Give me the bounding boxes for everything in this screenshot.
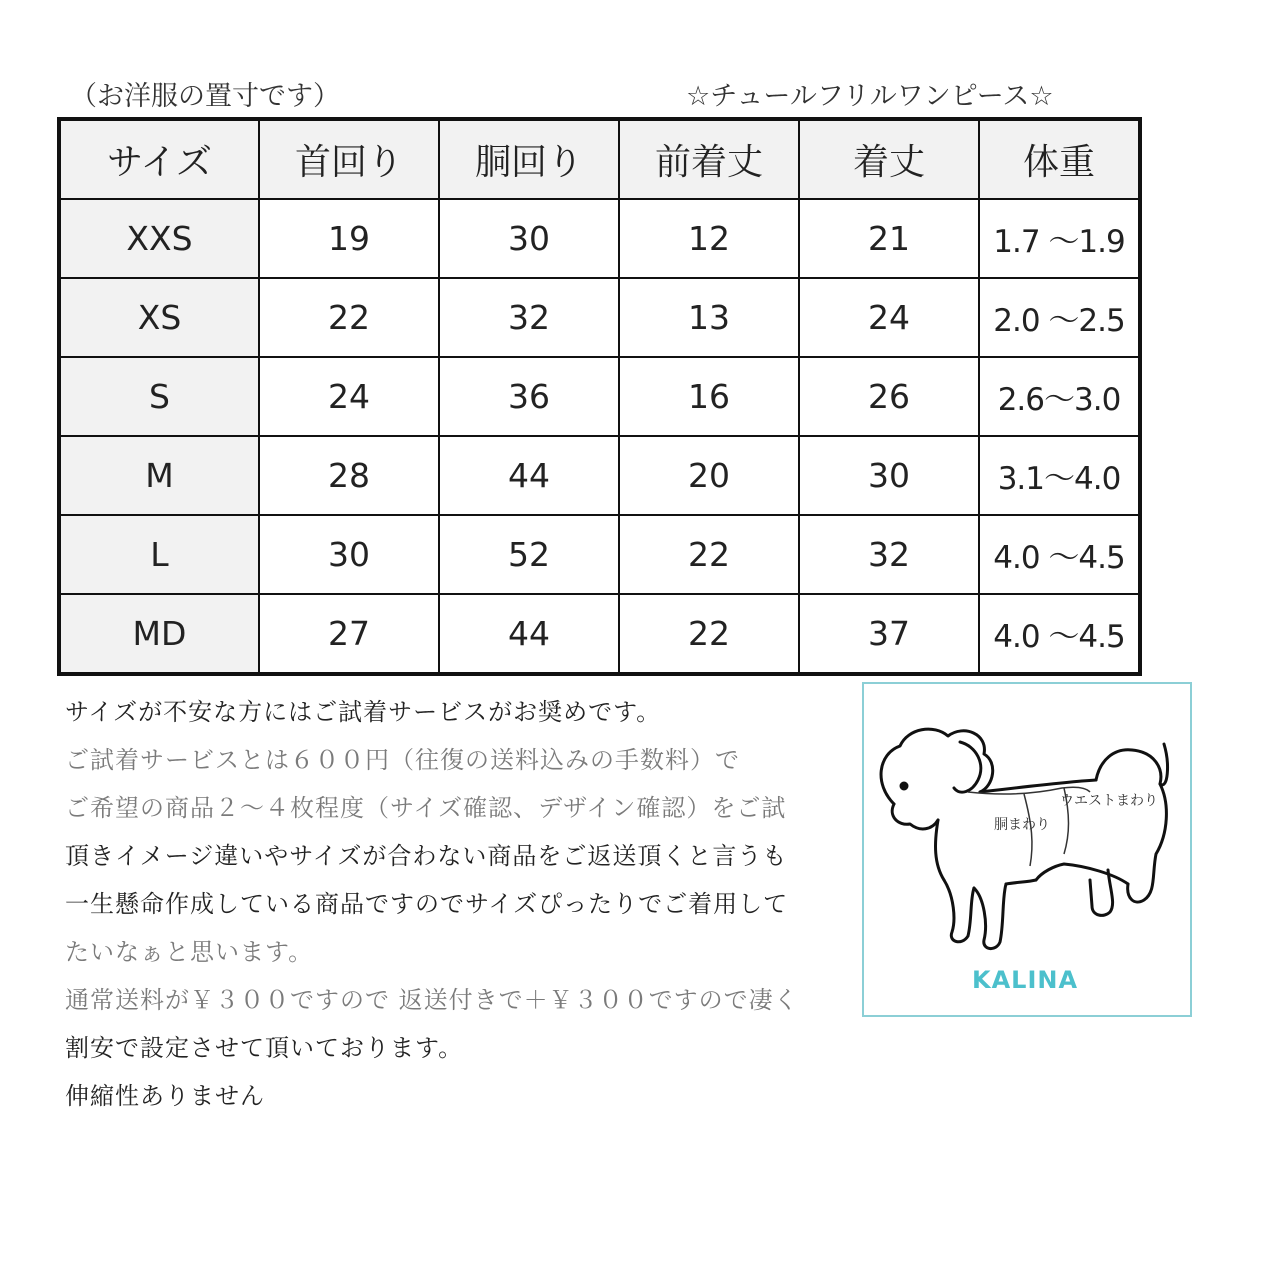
cell-front-length: 20 (619, 436, 799, 515)
table-row (59, 199, 1140, 278)
table-row (59, 357, 1140, 436)
table-header-row (59, 119, 1140, 199)
cell-front-length: 22 (619, 594, 799, 674)
notes-block (65, 688, 855, 1120)
note-line: たいなぁと思います。 (65, 938, 314, 966)
cell-front-length: 22 (619, 515, 799, 594)
header-weight: 体重 (979, 119, 1140, 199)
cell-neck: 30 (259, 515, 439, 594)
cell-body: 52 (439, 515, 619, 594)
cell-body: 44 (439, 436, 619, 515)
note-line: ご試着サービスとは６００円（往復の送料込みの手数料）で (65, 746, 740, 774)
header-neck: 首回り (259, 119, 439, 199)
note-line: サイズが不安な方にはご試着サービスがお奨めです。 (65, 698, 662, 726)
cell-body: 44 (439, 594, 619, 674)
note-line: 通常送料が￥３００ですので 返送付きで＋￥３００ですので凄く (65, 986, 799, 1014)
measurement-diagram (862, 682, 1192, 1017)
cell-neck: 28 (259, 436, 439, 515)
waist-label: ウエストまわり (1060, 793, 1158, 809)
cell-front-length: 16 (619, 357, 799, 436)
note-line: 割安で設定させて頂いております。 (65, 1034, 464, 1062)
cell-front-length: 12 (619, 199, 799, 278)
header-size: サイズ (59, 119, 259, 199)
cell-body: 30 (439, 199, 619, 278)
cell-length: 21 (799, 199, 979, 278)
brand-logo: KALINA (972, 966, 1079, 994)
cell-size: L (59, 515, 259, 594)
cell-body: 36 (439, 357, 619, 436)
size-table (57, 117, 1142, 676)
header-left-note: （お洋服の置寸です） (70, 81, 340, 112)
cell-size: MD (59, 594, 259, 674)
note-line: 一生懸命作成している商品ですのでサイズぴったりでご着用して (65, 890, 789, 918)
cell-neck: 19 (259, 199, 439, 278)
girth-label: 胴まわり (994, 817, 1050, 833)
note-line: 伸縮性ありません (65, 1082, 265, 1110)
cell-size: XXS (59, 199, 259, 278)
cell-size: S (59, 357, 259, 436)
product-title: ☆チュールフリルワンピース☆ (686, 81, 1054, 112)
header-front-length: 前着丈 (619, 119, 799, 199)
cell-length: 26 (799, 357, 979, 436)
cell-weight: 1.7 ～1.9 (979, 199, 1140, 278)
cell-weight: 2.0 ～2.5 (979, 278, 1140, 357)
cell-neck: 24 (259, 357, 439, 436)
header-length: 着丈 (799, 119, 979, 199)
cell-length: 32 (799, 515, 979, 594)
cell-front-length: 13 (619, 278, 799, 357)
cell-length: 24 (799, 278, 979, 357)
cell-weight: 4.0 ～4.5 (979, 594, 1140, 674)
cell-weight: 4.0 ～4.5 (979, 515, 1140, 594)
note-line: 頂きイメージ違いやサイズが合わない商品をご返送頂くと言うも (65, 842, 788, 870)
table-row (59, 278, 1140, 357)
table-row (59, 594, 1140, 674)
cell-size: XS (59, 278, 259, 357)
cell-size: M (59, 436, 259, 515)
cell-neck: 22 (259, 278, 439, 357)
note-line: ご希望の商品２～４枚程度（サイズ確認、デザイン確認）をご試 (65, 794, 787, 822)
cell-body: 32 (439, 278, 619, 357)
cell-length: 37 (799, 594, 979, 674)
table-row (59, 436, 1140, 515)
table-row (59, 515, 1140, 594)
cell-weight: 3.1～4.0 (979, 436, 1140, 515)
cell-weight: 2.6～3.0 (979, 357, 1140, 436)
cell-length: 30 (799, 436, 979, 515)
header-body: 胴回り (439, 119, 619, 199)
cell-neck: 27 (259, 594, 439, 674)
